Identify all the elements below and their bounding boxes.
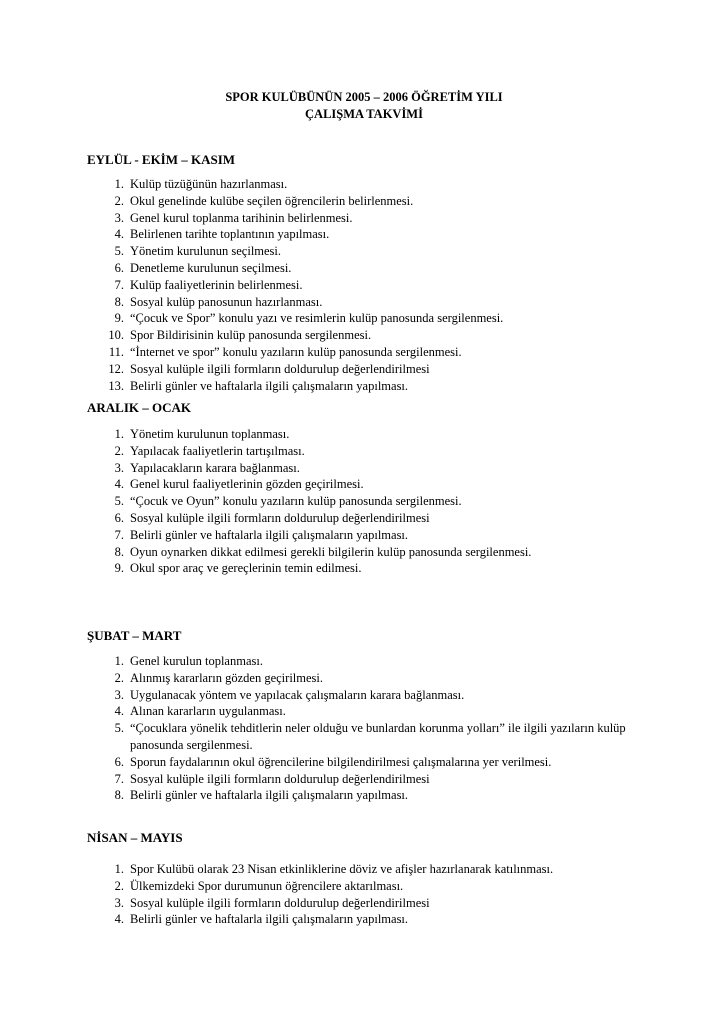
item-number: 1. — [114, 177, 124, 191]
list-item — [98, 193, 503, 210]
item-number: 6. — [114, 510, 124, 525]
item-number: 6. — [114, 260, 124, 275]
list-eylul-ekim-kasim — [98, 176, 503, 394]
item-text: Belirli günler ve haftalarla ilgili çalışmaların yapılması. — [130, 788, 409, 803]
item-number: 2. — [114, 670, 124, 685]
item-number: 3. — [114, 687, 124, 702]
document-title — [0, 89, 728, 123]
list-item — [98, 378, 503, 395]
item-number: 4. — [114, 477, 124, 492]
item-number: 7. — [114, 527, 124, 542]
list-item — [98, 895, 553, 912]
list-aralik-ocak — [98, 426, 531, 577]
item-number: 2. — [114, 193, 124, 208]
item-number: 1. — [114, 862, 124, 876]
item-text: Belirli günler ve haftalarla ilgili çalışmaların yapılması. — [130, 378, 409, 393]
item-text: Ülkemizdeki Spor durumunun öğrencilere aktarılması. — [130, 878, 404, 893]
list-item — [98, 294, 503, 311]
item-text: Spor Bildirisinin kulüp panosunda sergilenmesi. — [130, 328, 372, 343]
item-text: Genel kurulun toplanması. — [130, 654, 263, 668]
list-item — [98, 277, 503, 294]
item-number: 9. — [114, 561, 124, 576]
item-number: 8. — [114, 788, 124, 803]
item-number: 2. — [114, 443, 124, 458]
list-item — [98, 878, 553, 895]
item-text: Sosyal kulüple ilgili formların doldurulup değerlendirilmesi — [130, 361, 430, 376]
item-number: 5. — [114, 721, 124, 736]
list-item — [98, 176, 503, 193]
item-text: Sosyal kulüple ilgili formların doldurulup değerlendirilmesi — [130, 510, 430, 525]
list-item — [98, 560, 531, 577]
list-item — [98, 327, 503, 344]
item-number: 11. — [108, 344, 124, 359]
item-text: “Çocuk ve Oyun” konulu yazıların kulüp panosunda sergilenmesi. — [130, 494, 462, 509]
list-item — [98, 210, 503, 227]
title-line-2: ÇALIŞMA TAKVİMİ — [305, 107, 423, 121]
item-number: 6. — [114, 754, 124, 769]
item-text: “Çocuk ve Spor” konulu yazı ve resimlerin kulüp panosunda sergilenmesi. — [130, 311, 504, 326]
item-number: 3. — [114, 210, 124, 225]
list-item — [98, 911, 553, 928]
item-text: Okul genelinde kulübe seçilen öğrencilerin belirlenmesi. — [130, 193, 414, 208]
list-item — [98, 510, 531, 527]
item-number: 4. — [114, 912, 124, 927]
item-number: 5. — [114, 244, 124, 259]
list-item — [98, 754, 630, 771]
item-text: Alınan kararların uygulanması. — [130, 704, 286, 719]
item-text: Sosyal kulüp panosunun hazırlanması. — [130, 294, 323, 309]
list-item — [98, 476, 531, 493]
list-subat-mart — [98, 653, 630, 804]
list-item — [98, 260, 503, 277]
list-item — [98, 527, 531, 544]
item-number: 13. — [108, 378, 124, 393]
section-heading-eylul-ekim-kasim: EYLÜL - EKİM – KASIM — [87, 152, 236, 167]
item-text: Okul spor araç ve gereçlerinin temin edilmesi. — [130, 561, 362, 576]
item-number: 3. — [114, 460, 124, 475]
item-number: 7. — [114, 771, 124, 786]
item-number: 2. — [114, 878, 124, 893]
list-item — [98, 653, 630, 670]
list-nisan-mayis — [98, 861, 553, 928]
list-item — [98, 861, 553, 878]
list-item — [98, 460, 531, 477]
item-text: Sosyal kulüple ilgili formların doldurulup değerlendirilmesi — [130, 895, 430, 910]
item-text: Kulüp faaliyetlerinin belirlenmesi. — [130, 277, 303, 292]
item-text: Kulüp tüzüğünün hazırlanması. — [130, 177, 288, 191]
item-text: “İnternet ve spor” konulu yazıların kulüp panosunda sergilenmesi. — [130, 344, 462, 359]
section-heading-aralik-ocak: ARALIK – OCAK — [87, 400, 192, 415]
item-number: 9. — [114, 311, 124, 326]
item-text: Genel kurul toplanma tarihinin belirlenmesi. — [130, 210, 353, 225]
list-item — [98, 687, 630, 704]
list-item — [98, 443, 531, 460]
list-item — [98, 670, 630, 687]
item-text: Spor Kulübü olarak 23 Nisan etkinliklerine döviz ve afişler hazırlanarak katılınması. — [130, 862, 554, 876]
list-item — [98, 226, 503, 243]
list-item — [98, 493, 531, 510]
title-line-1: SPOR KULÜBÜNÜN 2005 – 2006 ÖĞRETİM YILI — [225, 90, 503, 104]
item-number: 5. — [114, 494, 124, 509]
item-number: 7. — [114, 277, 124, 292]
list-item — [98, 243, 503, 260]
item-number: 10. — [108, 328, 124, 343]
item-number: 3. — [114, 895, 124, 910]
item-number: 4. — [114, 227, 124, 242]
section-heading-subat-mart: ŞUBAT – MART — [87, 628, 182, 643]
list-item — [98, 703, 630, 720]
item-number: 12. — [108, 361, 124, 376]
item-text: Genel kurul faaliyetlerinin gözden geçirilmesi. — [130, 477, 364, 492]
list-item — [98, 720, 630, 754]
item-text: Belirli günler ve haftalarla ilgili çalışmaların yapılması. — [130, 912, 409, 927]
item-text: Yönetim kurulunun seçilmesi. — [130, 244, 282, 259]
item-text: Alınmış kararların gözden geçirilmesi. — [130, 670, 323, 685]
list-item — [98, 310, 503, 327]
item-text: Oyun oynarken dikkat edilmesi gerekli bilgilerin kulüp panosunda sergilenmesi. — [130, 544, 532, 559]
item-text: “Çocuklara yönelik tehditlerin neler olduğu ve bunlardan korunma yolları” ile ilgili yazıların kulüp panosunda sergilenmesi. — [130, 721, 626, 752]
item-text: Denetleme kurulunun seçilmesi. — [130, 260, 292, 275]
item-number: 8. — [114, 294, 124, 309]
list-item — [98, 361, 503, 378]
item-text: Yapılacak faaliyetlerin tartışılması. — [130, 443, 305, 458]
item-text: Sosyal kulüple ilgili formların doldurulup değerlendirilmesi — [130, 771, 430, 786]
section-heading-nisan-mayis: NİSAN – MAYIS — [87, 830, 183, 845]
item-number: 1. — [114, 654, 124, 668]
list-item — [98, 544, 531, 561]
list-item — [98, 787, 630, 804]
item-text: Yönetim kurulunun toplanması. — [130, 427, 290, 441]
item-text: Uygulanacak yöntem ve yapılacak çalışmaların karara bağlanması. — [130, 687, 465, 702]
item-text: Yapılacakların karara bağlanması. — [130, 460, 300, 475]
list-item — [98, 771, 630, 788]
list-item — [98, 426, 531, 443]
item-text: Belirli günler ve haftalarla ilgili çalışmaların yapılması. — [130, 527, 409, 542]
list-item — [98, 344, 503, 361]
item-number: 8. — [114, 544, 124, 559]
item-number: 4. — [114, 704, 124, 719]
item-text: Belirlenen tarihte toplantının yapılması. — [130, 227, 330, 242]
item-number: 1. — [114, 427, 124, 441]
item-text: Sporun faydalarının okul öğrencilerine bilgilendirilmesi çalışmalarına yer verilmesi. — [130, 754, 552, 769]
